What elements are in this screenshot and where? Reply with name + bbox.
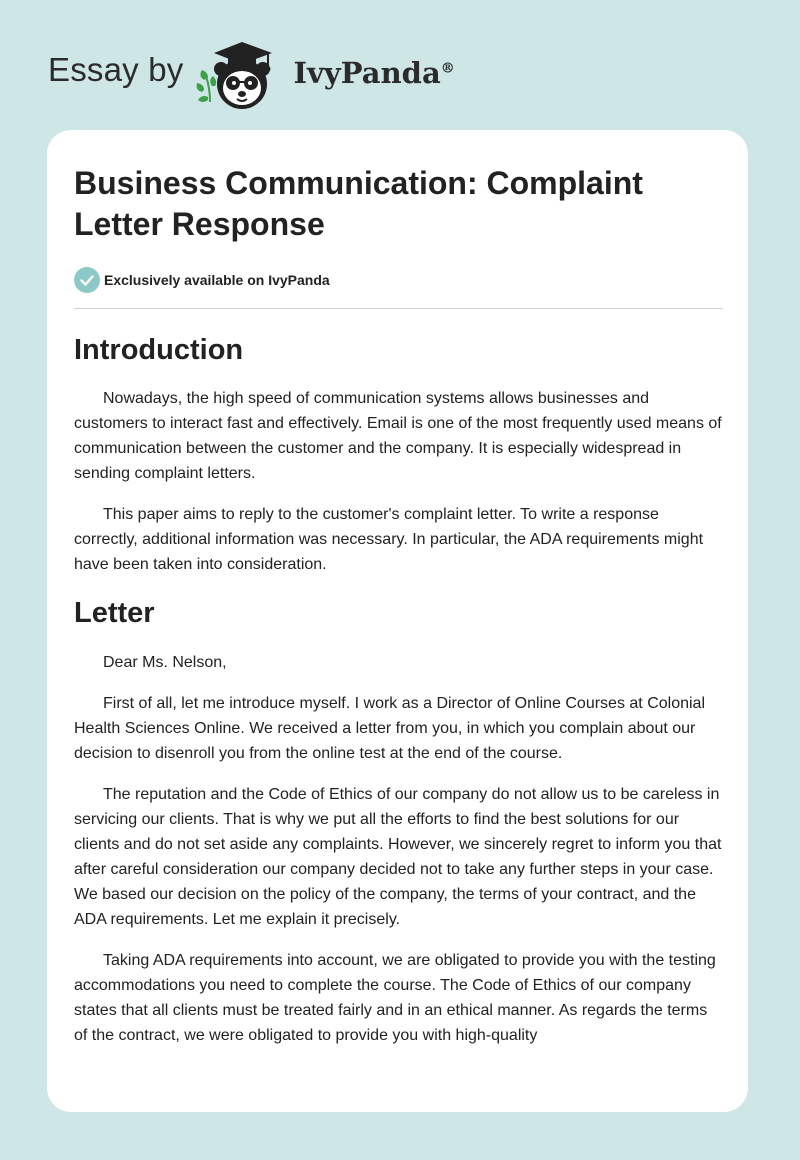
section-heading: Letter	[74, 597, 155, 629]
paragraph: First of all, let me introduce myself. I work as a Director of Online Courses at Colonial Health Sciences Online. We received a letter from you, in which you complain about our decision to disenroll you from the online test at the end of the course.	[74, 695, 705, 762]
registered-mark: ®	[440, 60, 455, 77]
section-heading: Introduction	[74, 334, 244, 366]
section-letter	[74, 596, 724, 1048]
paragraph: The reputation and the Code of Ethics of our company do not allow us to be careless in servicing our clients. That is why we put all the efforts to find the best solutions for our clients and do not set aside any complaints. However, we sincerely regret to inform you that after careful consideration our company decided not to take any further steps in your case. We based our decision on the policy of the company, the terms of your contract, and the ADA requirements. Let me explain it precisely.	[74, 786, 722, 928]
panda-graduate-icon	[194, 36, 290, 112]
letter-salutation: Dear Ms. Nelson,	[103, 654, 227, 671]
paragraph: Taking ADA requirements into account, we are obligated to provide you with the testing accommodations you need to complete the course. The Code of Ethics of our company states that all clients must be treated fairly and in an ethical manner. As regards the terms of the contract, we were obligated to provide you with high-quality	[74, 952, 716, 1044]
exclusive-badge	[74, 266, 724, 294]
paragraph: This paper aims to reply to the customer's complaint letter. To write a response correctly, additional information was necessary. In particular, the ADA requirements might have been taken into consideration.	[74, 506, 704, 573]
divider	[74, 308, 723, 309]
brand-name[interactable]: IvyPanda®	[293, 56, 455, 90]
essay-by-label: Essay by	[48, 51, 184, 88]
article-card	[47, 130, 748, 1112]
article-title: Business Communication: Complaint Letter Response	[74, 165, 643, 242]
article-content	[74, 130, 724, 1048]
check-circle-icon	[74, 267, 100, 293]
site-header	[48, 34, 455, 114]
section-introduction	[74, 333, 724, 577]
paragraph: Nowadays, the high speed of communication systems allows businesses and customers to interact fast and effectively. Email is one of the most frequently used means of communication between the customer and the company. It is especially widespread in sending complaint letters.	[74, 390, 722, 482]
exclusive-badge-text: Exclusively available on IvyPanda	[104, 272, 330, 288]
